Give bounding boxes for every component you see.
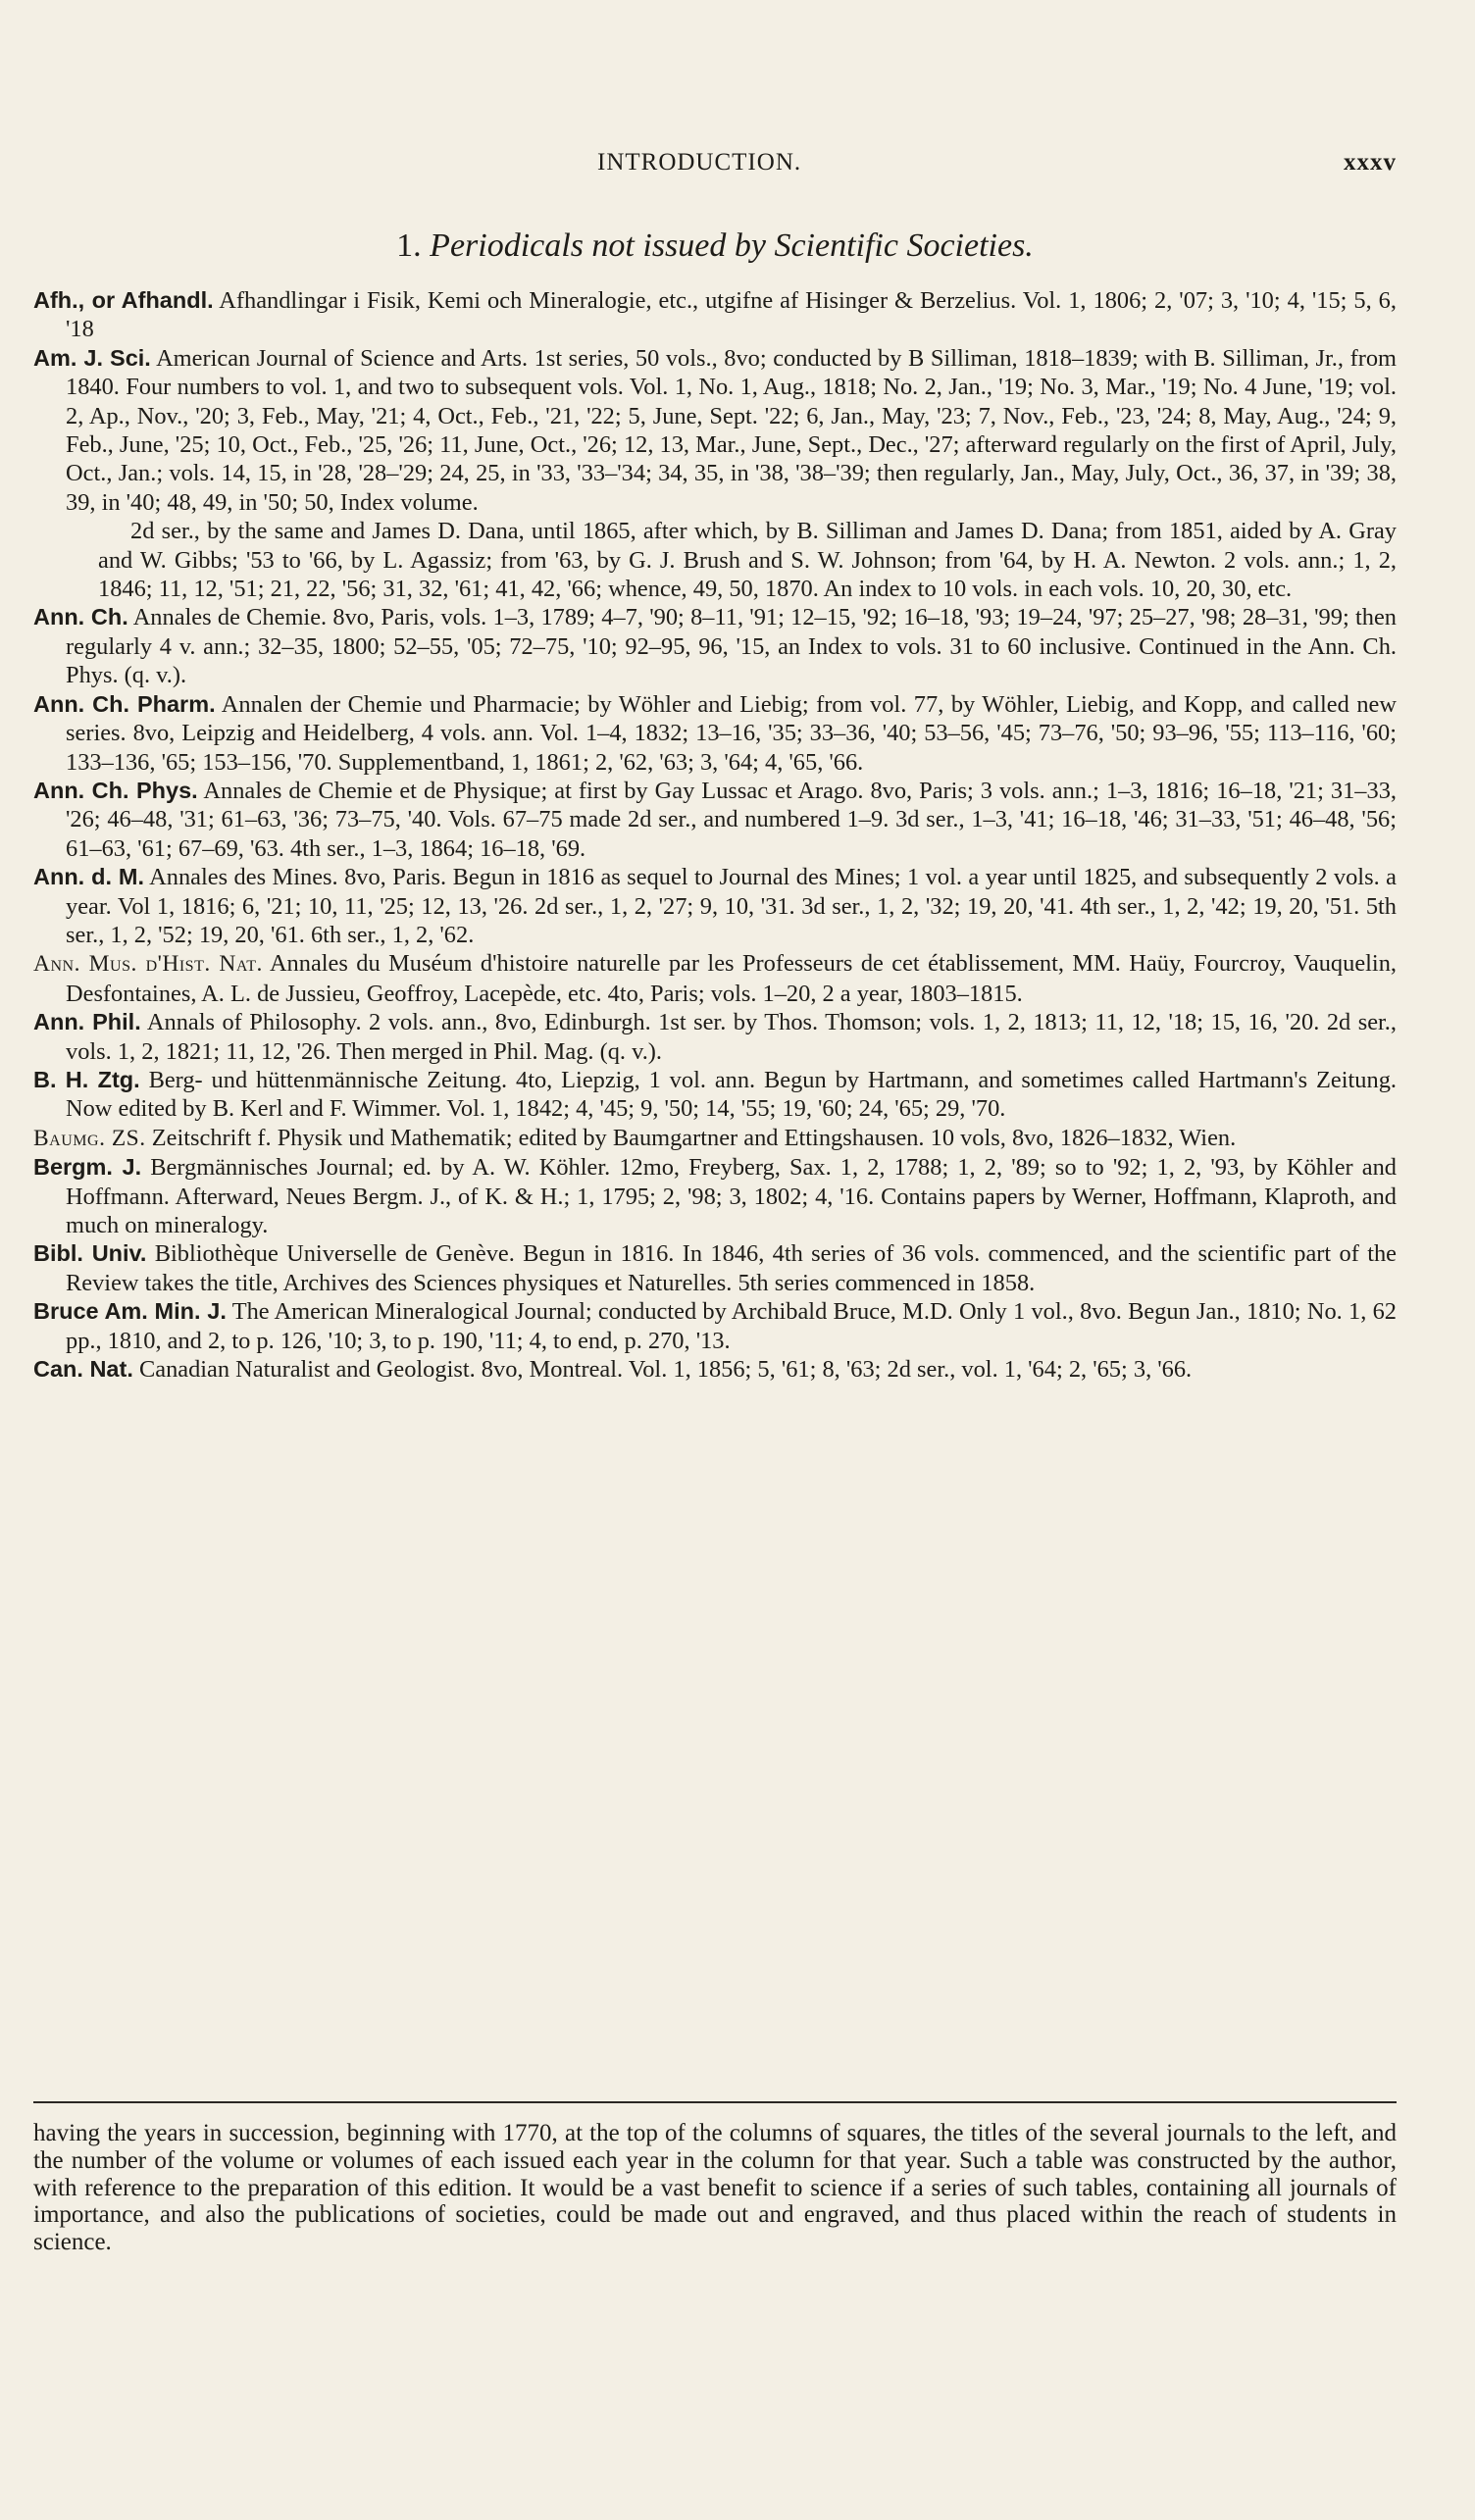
entry-abbreviation: Baumg. ZS. (33, 1125, 146, 1151)
entry-text: Annales de Chemie. 8vo, Paris, vols. 1–3, 1789; 4–7, '90; 8–11, '91; 12–15, '92; 16–18, '93; 19–24, '97; 25–27, '98; 28–31, '99; then regularly 4 v. ann.; 32–35, 1800; 52–55, '05; 72–75, '10; 92–95, 96, '15, an Index to vols. 31 to 60 inclusive. Continued in the Ann. Ch. Phys. (q. v.). (66, 604, 1397, 689)
list-item (33, 1124, 1397, 1153)
list-item (33, 1239, 1397, 1297)
entry-abbreviation: Can. Nat. (33, 1356, 133, 1383)
footnote-divider (33, 2101, 1397, 2103)
running-head-title: INTRODUCTION. (597, 149, 802, 176)
section-title: Periodicals not issued by Scientific Societies. (430, 227, 1034, 264)
entry-text: Annales du Muséum d'histoire naturelle par les Professeurs de cet établissement, MM. Haüy, Fourcroy, Vauquelin, Desfontaines, A. L. de Jussieu, Geoffroy, Lacepède, etc. 4to, Paris; vols. 1–20, 2 a year, 1803–1815. (66, 950, 1397, 1007)
list-item (33, 777, 1397, 863)
entry-abbreviation: Bibl. Univ. (33, 1240, 147, 1267)
entry-abbreviation: Ann. Phil. (33, 1009, 141, 1035)
section-number: 1. (396, 227, 422, 264)
entry-abbreviation: Ann. Mus. d'Hist. Nat. (33, 951, 263, 978)
entry-abbreviation: B. H. Ztg. (33, 1066, 140, 1092)
entry-continuation: 2d ser., by the same and James D. Dana, until 1865, after which, by B. Silliman and James D. Dana; from 1851, aided by A. Gray and W. Gibbs; '53 to '66, by L. Agassiz; from '63, by G. J. Brush and S. W. Johnson; from '64, by H. A. Newton. 2 vols. ann.; 1, 2, 1846; 11, 12, '51; 21, 22, '56; 31, 32, '61; 41, 42, '66; whence, 49, 50, 1870. An index to 10 vols. in each vols. 10, 20, 30, etc. (98, 518, 1397, 603)
list-item (33, 1066, 1397, 1124)
entry-text: Bibliothèque Universelle de Genève. Begun in 1816. In 1846, 4th series of 36 vols. commenced, and the scientific part of the Review takes the title, Archives des Sciences physiques et Naturelles. 5th series commenced in 1858. (66, 1240, 1397, 1296)
entry-text: Annales des Mines. 8vo, Paris. Begun in 1816 as sequel to Journal des Mines; 1 vol. a year until 1825, and subsequently 2 vols. a year. Vol 1, 1816; 6, '21; 10, 11, '25; 12, 13, '26. 2d ser., 1, 2, '27; 9, 10, '31. 3d ser., 1, 2, '32; 19, 20, '41. 4th ser., 1, 2, '42; 19, 20, '51. 5th ser., 1, 2, '52; 19, 20, '61. 6th ser., 1, 2, '62. (66, 864, 1397, 948)
periodicals-list (33, 286, 1397, 1384)
list-item (33, 1008, 1397, 1066)
entry-text: Afhandlingar i Fisik, Kemi och Mineralogie, etc., utgifne af Hisinger & Berzelius. Vol. 1, 1806; 2, '07; 3, '10; 4, '15; 5, 6, '18 (66, 287, 1397, 343)
entry-abbreviation: Ann. d. M. (33, 864, 145, 890)
entry-abbreviation: Bergm. J. (33, 1154, 142, 1181)
list-item (33, 1355, 1397, 1384)
entry-abbreviation: Ann. Ch. (33, 604, 128, 630)
list-item (33, 690, 1397, 777)
entry-abbreviation: Ann. Ch. Pharm. (33, 690, 216, 717)
entry-text: Annales de Chemie et de Physique; at first by Gay Lussac et Arago. 8vo, Paris; 3 vols. ann.; 1–3, 1816; 16–18, '21; 31–33, '26; 46–48, '31; 61–63, '36; 73–75, '40. Vols. 67–75 made 2d ser., and numbered 1–9. 3d ser., 1–3, '41; 16–18, '46; 31–33, '51; 46–48, '56; 61–63, '61; 67–69, '63. 4th ser., 1–3, 1864; 16–18, '69. (66, 777, 1397, 862)
list-item (33, 344, 1397, 604)
entry-text: Bergmännisches Journal; ed. by A. W. Köhler. 12mo, Freyberg, Sax. 1, 2, 1788; 1, 2, '89; so to '92; 1, 2, '93, by Köhler and Hoffmann. Afterward, Neues Bergm. J., of K. & H.; 1, 1795; 2, '98; 3, 1802; 4, '16. Contains papers by Werner, Hoffmann, Klaproth, and much on mineralogy. (66, 1154, 1398, 1238)
page-number: xxxv (1344, 149, 1397, 176)
running-head (33, 149, 1397, 184)
section-heading (33, 227, 1397, 265)
list-item (33, 863, 1397, 949)
entry-abbreviation: Bruce Am. Min. J. (33, 1298, 227, 1325)
list-item (33, 949, 1397, 1008)
entry-text: Zeitschrift f. Physik und Mathematik; edited by Baumgartner and Ettingshausen. 10 vols, 8vo, 1826–1832, Wien. (151, 1124, 1237, 1151)
entry-text: American Journal of Science and Arts. 1st series, 50 vols., 8vo; conducted by B Silliman, 1818–1839; with B. Silliman, Jr., from 1840. Four numbers to vol. 1, and two to subsequent vols. Vol. 1, No. 1, Aug., 1818; No. 2, Jan., '19; No. 3, Mar., '19; No. 4 June, '19; vol. 2, Ap., Nov., '20; 3, Feb., May, '21; 4, Oct., Feb., '21, '22; 5, June, Sept. '22; 6, Jan., May, '23; 7, Nov., Feb., '23, '24; 8, May, Aug., '24; 9, Feb., June, '25; 10, Oct., Feb., '25, '26; 11, June, Oct., '26; 12, 13, Mar., June, Sept., Dec., '27; afterward regularly on the first of April, July, Oct., Jan.; vols. 14, 15, in '28, '28–'29; 24, 25, in '33, '33–'34; 34, 35, in '38, '38–'39; then regularly, Jan., May, July, Oct., 36, 37, in '39; 38, 39, in '40; 48, 49, in '50; 50, Index volume. (66, 344, 1397, 516)
list-item (33, 1297, 1397, 1355)
entry-text: Annals of Philosophy. 2 vols. ann., 8vo, Edinburgh. 1st ser. by Thos. Thomson; vols. 1, 2, 1813; 11, 12, '18; 15, 16, '20. 2d ser., vols. 1, 2, 1821; 11, 12, '26. Then merged in Phil. Mag. (q. v.). (66, 1009, 1397, 1065)
footnote: having the years in succession, beginning with 1770, at the top of the columns of squares, the titles of the several journals to the left, and the number of the volume or volumes of each issued each year in the column for that year. Such a table was constructed by the author, with reference to the preparation of this edition. It would be a vast benefit to science if a series of such tables, containing all journals of importance, and also the publications of societies, could be made out and engraved, and thus placed within the reach of students in science. (33, 2120, 1397, 2256)
list-item (33, 603, 1397, 689)
entry-text: Annalen der Chemie und Pharmacie; by Wöhler and Liebig; from vol. 77, by Wöhler, Liebig, and Kopp, and called new series. 8vo, Leipzig and Heidelberg, 4 vols. ann. Vol. 1–4, 1832; 13–16, '35; 33–36, '40; 53–56, '45; 73–76, '50; 93–96, '55; 113–116, '60; 133–136, '65; 153–156, '70. Supplementband, 1, 1861; 2, '62, '63; 3, '64; 4, '65, '66. (66, 690, 1397, 776)
entry-text: Canadian Naturalist and Geologist. 8vo, Montreal. Vol. 1, 1856; 5, '61; 8, '63; 2d ser., vol. 1, '64; 2, '65; 3, '66. (138, 1356, 1193, 1384)
entry-abbreviation: Am. J. Sci. (33, 344, 151, 371)
list-item (33, 1153, 1397, 1239)
entry-text: Berg- und hüttenmännische Zeitung. 4to, Liepzig, 1 vol. ann. Begun by Hartmann, and sometimes called Hartmann's Zeitung. Now edited by B. Kerl and F. Wimmer. Vol. 1, 1842; 4, '45; 9, '50; 14, '55; 19, '60; 24, '65; 29, '70. (66, 1066, 1397, 1123)
entry-abbreviation: Afh., or Afhandl. (33, 287, 214, 313)
entry-text: The American Mineralogical Journal; conducted by Archibald Bruce, M.D. Only 1 vol., 8vo. Begun Jan., 1810; No. 1, 62 pp., 1810, and 2, to p. 126, '10; 3, to p. 190, '11; 4, to end, p. 270, '13. (66, 1298, 1397, 1354)
entry-abbreviation: Ann. Ch. Phys. (33, 777, 198, 803)
list-item (33, 286, 1397, 344)
